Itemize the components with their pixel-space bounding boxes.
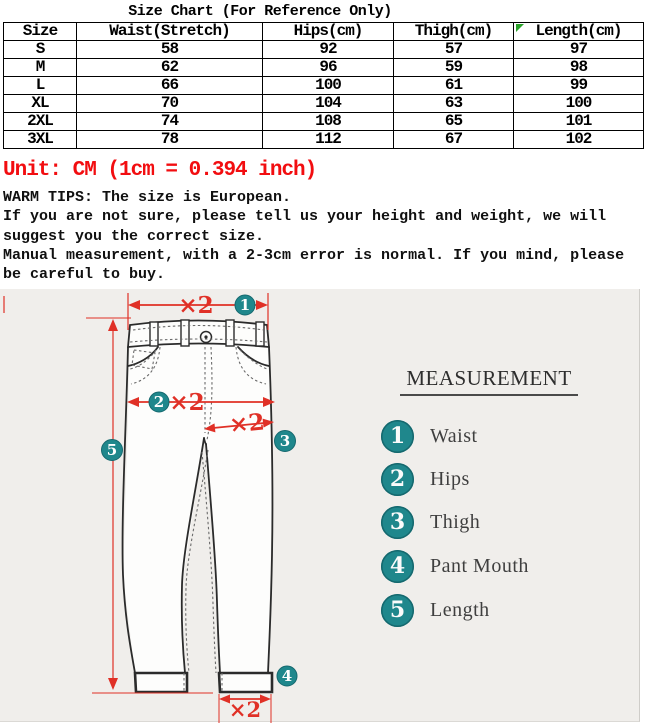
legend-badge-2: 2 [381, 463, 414, 496]
table-cell: 58 [77, 41, 263, 59]
warm-tips [3, 188, 624, 284]
legend-label-waist: Waist [430, 425, 478, 447]
table-cell: 3XL [4, 131, 77, 149]
col-header-length: Length(cm) [514, 23, 644, 41]
legend-item-waist [381, 420, 478, 453]
table-cell: 78 [77, 131, 263, 149]
waist-multiplier-label: ×2 [178, 292, 214, 319]
table-row [4, 131, 644, 149]
col-header-size: Size [4, 23, 77, 41]
pant-mouth-multiplier-label: ×2 [228, 697, 262, 722]
table-cell: L [4, 77, 77, 95]
size-chart-table [3, 22, 644, 149]
table-row [4, 95, 644, 113]
legend-label-hips: Hips [430, 468, 470, 490]
hips-badge: 2 [153, 393, 165, 411]
tips-line-3: suggest you the correct size. [3, 227, 265, 245]
legend-badge-4: 4 [381, 550, 414, 583]
col-header-waist: Waist(Stretch) [77, 23, 263, 41]
legend-badge-1: 1 [381, 420, 414, 453]
hips-multiplier-label: ×2 [169, 389, 205, 416]
table-cell: 100 [263, 77, 394, 95]
table-cell: 104 [263, 95, 394, 113]
tips-line-4: Manual measurement, with a 2-3cm error is normal. If you mind, please [3, 246, 625, 264]
tips-line-2: If you are not sure, please tell us your height and weight, we will [3, 208, 607, 226]
legend-item-length [381, 594, 490, 627]
table-cell: S [4, 41, 77, 59]
legend-label-length: Length [430, 599, 490, 621]
table-cell: 66 [77, 77, 263, 95]
table-cell: 99 [514, 77, 644, 95]
legend-title: MEASUREMENT [400, 366, 578, 396]
waist-badge: 1 [239, 296, 251, 314]
table-cell: 59 [394, 59, 514, 77]
size-table-body [4, 41, 644, 149]
table-row [4, 41, 644, 59]
legend-item-thigh [381, 506, 480, 539]
table-cell: 2XL [4, 113, 77, 131]
table-cell: 92 [263, 41, 394, 59]
legend-item-hips [381, 463, 470, 496]
col-header-hips: Hips(cm) [263, 23, 394, 41]
pants-measurement-diagram [0, 289, 646, 727]
table-cell: 62 [77, 59, 263, 77]
table-cell: 112 [263, 131, 394, 149]
tips-line-1: WARM TIPS: The size is European. [3, 189, 292, 206]
table-cell: 57 [394, 41, 514, 59]
legend-label-pant-mouth: Pant Mouth [430, 555, 529, 577]
table-cell: 65 [394, 113, 514, 131]
table-cell: 108 [263, 113, 394, 131]
pant-mouth-badge: 4 [281, 667, 293, 685]
col-header-thigh: Thigh(cm) [394, 23, 514, 41]
legend-item-pant-mouth [381, 550, 529, 583]
length-badge: 5 [106, 441, 118, 459]
table-title: Size Chart (For Reference Only) [128, 3, 392, 20]
table-cell: M [4, 59, 77, 77]
table-row [4, 59, 644, 77]
table-cell: 63 [394, 95, 514, 113]
cell-corner-marker-icon [516, 24, 524, 32]
table-cell: 98 [514, 59, 644, 77]
table-cell: 97 [514, 41, 644, 59]
legend-label-thigh: Thigh [430, 511, 481, 533]
table-cell: 101 [514, 113, 644, 131]
table-header-row [4, 23, 644, 41]
table-cell: 100 [514, 95, 644, 113]
pants-silhouette [123, 321, 272, 674]
table-cell: 67 [394, 131, 514, 149]
tips-line-5: be careful to buy. [3, 266, 166, 284]
thigh-multiplier-label: ×2 [228, 408, 266, 439]
thigh-badge: 3 [279, 432, 291, 450]
legend-badge-3: 3 [381, 506, 414, 539]
table-row [4, 77, 644, 95]
table-cell: 70 [77, 95, 263, 113]
table-cell: 102 [514, 131, 644, 149]
table-row [4, 113, 644, 131]
table-cell: XL [4, 95, 77, 113]
table-cell: 74 [77, 113, 263, 131]
unit-note: Unit: CM (1cm = 0.394 inch) [3, 159, 317, 182]
table-cell: 61 [394, 77, 514, 95]
table-cell: 96 [263, 59, 394, 77]
legend-badge-5: 5 [381, 594, 414, 627]
